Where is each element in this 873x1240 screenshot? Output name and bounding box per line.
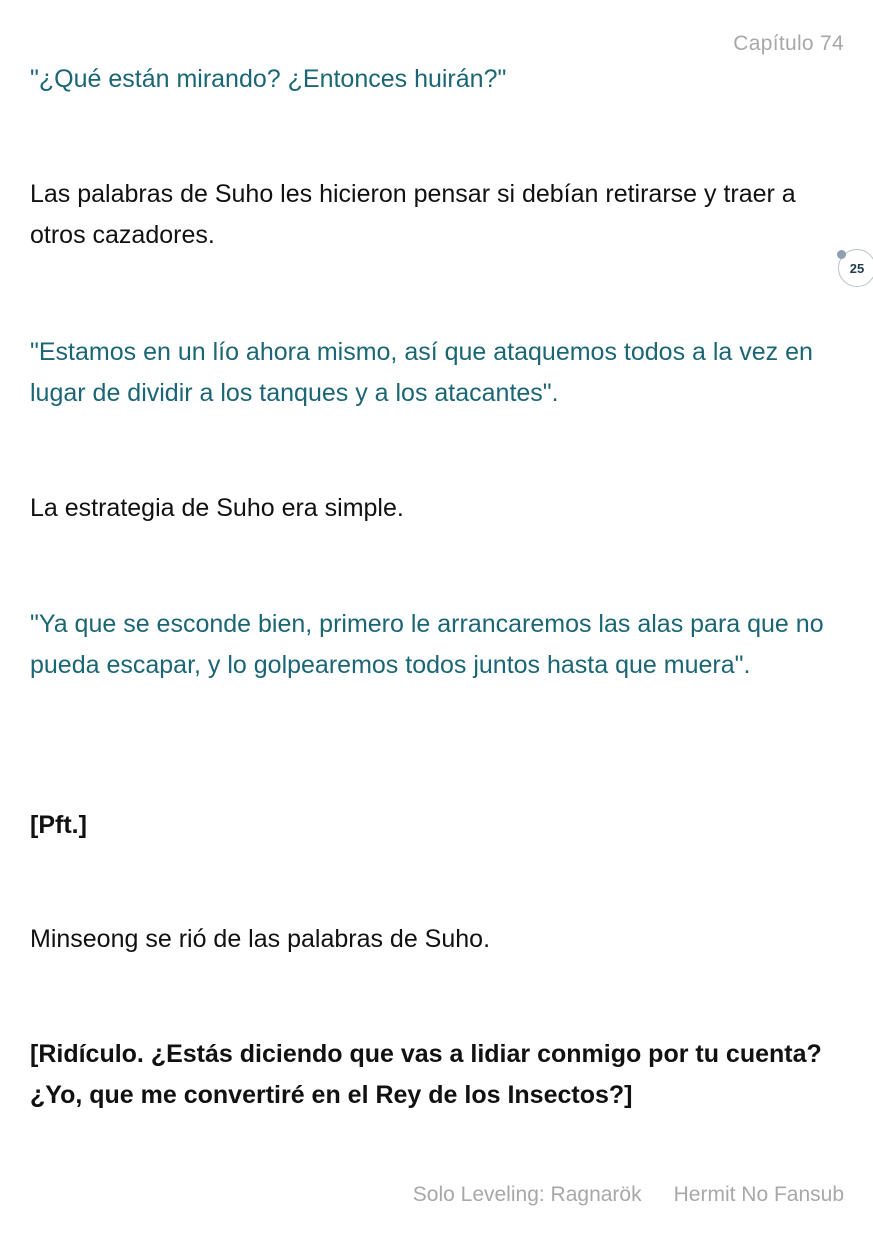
narration-paragraph: Las palabras de Suho les hicieron pensar si debían retirarse y traer a otros cazadores.: [30, 180, 796, 249]
system-message-paragraph: [Ridículo. ¿Estás diciendo que vas a lidiar conmigo por tu cuenta? ¿Yo, que me convertiré en el Rey de los Insectos?]: [30, 1040, 822, 1109]
narration-paragraph: Minseong se rió de las palabras de Suho.: [30, 925, 491, 953]
page-number: 25: [849, 260, 865, 276]
chapter-label: Capítulo 74: [733, 32, 844, 55]
sound-effect-paragraph: [Pft.]: [30, 811, 87, 839]
dialogue-paragraph: "Estamos en un lío ahora mismo, así que ataquemos todos a la vez en lugar de dividir a los tanques y a los atacantes".: [30, 338, 813, 407]
dialogue-paragraph: "Ya que se esconde bien, primero le arrancaremos las alas para que no pueda escapar, y lo golpearemos todos juntos hasta que muera".: [30, 610, 824, 679]
dialogue-paragraph: "¿Qué están mirando? ¿Entonces huirán?": [30, 65, 507, 93]
footer: [413, 1183, 844, 1207]
progress-dot-icon: [837, 250, 846, 259]
narration-paragraph: La estrategia de Suho era simple.: [30, 494, 404, 522]
translator-credit: Hermit No Fansub: [673, 1183, 844, 1206]
book-title: Solo Leveling: Ragnarök: [412, 1183, 642, 1206]
page-number-badge[interactable]: [838, 249, 873, 287]
